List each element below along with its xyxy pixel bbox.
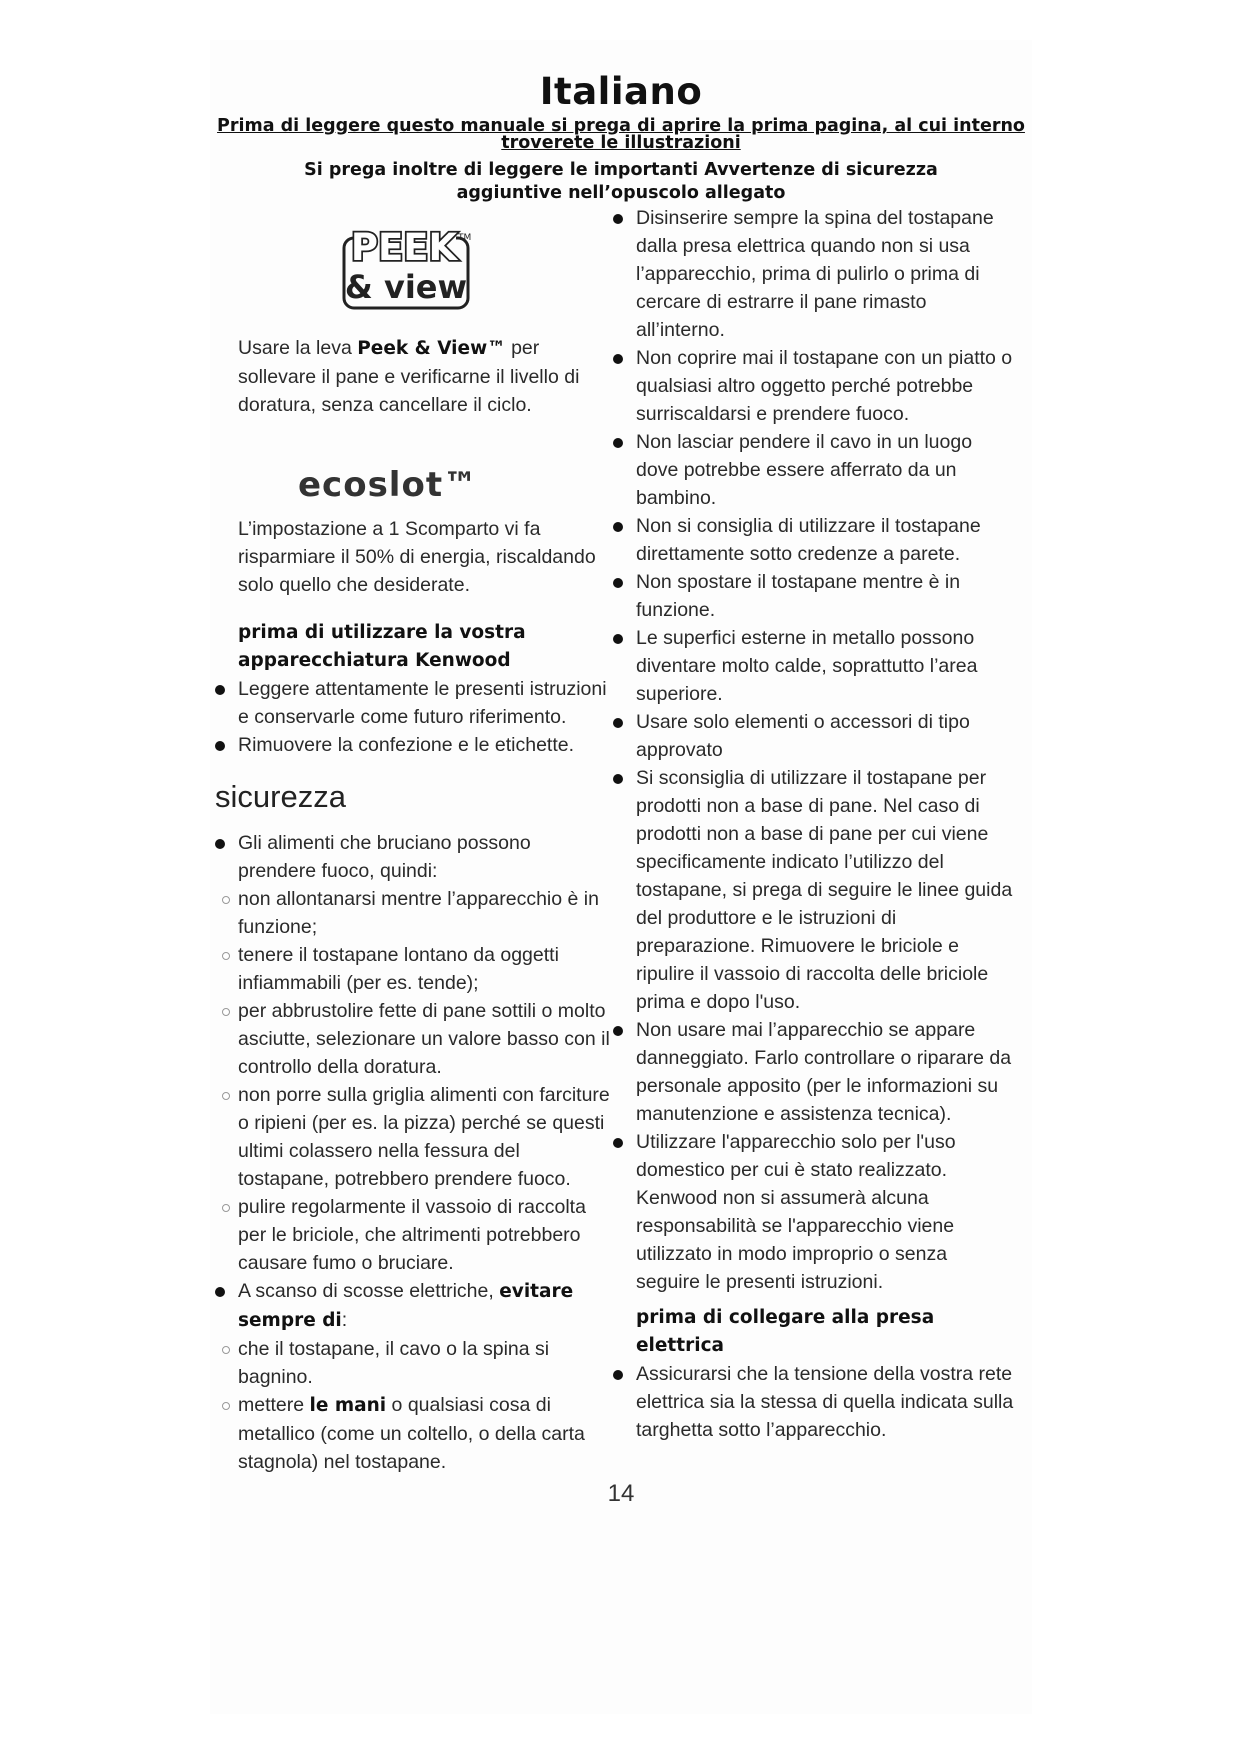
list-item: Usare solo elementi o accessori di tipo approvato [636,708,1016,764]
safety-list-continued [636,204,1016,1296]
sub-list-item: non allontanarsi mentre l’apparecchio è in funzione; [238,885,610,941]
shock-post: : [341,1309,348,1331]
shock-pre: A scanso di scosse elettriche, [238,1280,500,1302]
shock-sub2-bold: le mani [309,1395,387,1416]
extra-safety-line-1: Si prega inoltre di leggere le importanti Avvertenze di sicurezza [304,160,938,180]
sub-list-item: tenere il tostapane lontano da oggetti infiammabili (per es. tende); [238,941,610,997]
shock-bold: evitare sempre di [238,1281,574,1331]
intro-post: per sollevare il pane e verificarne il livello di doratura, senza cancellare il ciclo. [238,337,580,416]
list-item: Utilizzare l'apparecchio solo per l'uso domestico per cui è stato realizzato. Kenwood non si assumerà alcuna responsabilità se l'apparecchio viene utilizzato in modo improprio o senza seguire le presenti istruzioni. [636,1128,1016,1296]
ecoslot-logo: ecoslot™ [298,465,479,505]
page-number: 14 [607,1480,635,1507]
connect-list [636,1360,1016,1444]
sub-list-item: per abbrustolire fette di pane sottili o molto asciutte, selezionare un valore basso con il controllo della doratura. [238,997,610,1081]
list-item: Disinserire sempre la spina del tostapane dalla presa elettrica quando non si usa l’apparecchio, prima di pulirlo o prima di cercare di estrarre il pane rimasto all’interno. [636,204,1016,344]
list-item: Gli alimenti che bruciano possono prendere fuoco, quindi: [238,829,610,885]
extra-safety-line-2: aggiuntive nell’opuscolo allegato [456,183,786,203]
shock-sub2-pre: mettere [238,1394,310,1416]
sub-list-item: non porre sulla griglia alimenti con farciture o ripieni (per es. la pizza) perché se questi ultimi colassero nella fessura del tostapane, potrebbero prendere fuoco. [238,1081,610,1193]
list-item: Non si consiglia di utilizzare il tostapane direttamente sotto credenze a parete. [636,512,1016,568]
sub-list-item [238,1391,610,1476]
sub-list-item: che il tostapane, il cavo o la spina si bagnino. [238,1335,610,1391]
extra-safety-notice [210,159,1032,205]
connect-heading: prima di collegare alla presa elettrica [636,1307,935,1356]
peek-and-view-logo [338,212,498,312]
page-title: Italiano [539,70,703,113]
ecoslot-text: L’impostazione a 1 Scomparto vi fa risparmiare il 50% di energia, riscaldando solo quello che desiderate. [238,518,596,596]
before-use-list [238,675,610,759]
list-item [238,1277,610,1335]
right-column [636,204,1016,1444]
peek-logo-line2: & view [344,268,468,306]
list-item: Leggere attentamente le presenti istruzioni e conservarle come futuro riferimento. [238,675,610,731]
list-item: Le superfici esterne in metallo possono diventare molto calde, soprattutto l’area superiore. [636,624,1016,708]
manual-page [210,40,1032,1714]
peek-logo-tm: TM [458,233,472,243]
list-item: Non lasciar pendere il cavo in un luogo dove potrebbe essere afferrato da un bambino. [636,428,1016,512]
list-item: Rimuovere la confezione e le etichette. [238,731,610,759]
before-use-heading: prima di utilizzare la vostra apparecchiatura Kenwood [238,622,526,671]
peek-intro-text [238,334,610,419]
safety-list [238,829,610,1476]
list-item: Non usare mai l’apparecchio se appare danneggiato. Farlo controllare o riparare da personale apposito (per le informazioni su manutenzione e assistenza tecnica). [636,1016,1016,1128]
page-header [210,70,1032,205]
safety-heading: sicurezza [215,779,346,814]
shock-sub2-post: o qualsiasi cosa di metallico (come un coltello, o della carta stagnola) nel tostapane. [238,1394,585,1473]
intro-pre: Usare la leva [238,337,358,359]
list-item: Si sconsiglia di utilizzare il tostapane per prodotti non a base di pane. Nel caso di prodotti non a base di pane per cui viene specificamente indicato l’utilizzo del tostapane, si prega di seguire le linee guida del produttore e le istruzioni di preparazione. Rimuovere le briciole e ripulire il vassoio di raccolta delle briciole prima e dopo l'uso. [636,764,1016,1016]
left-column [215,212,610,1476]
list-item: Non coprire mai il tostapane con un piatto o qualsiasi altro oggetto perché potrebbe surriscaldarsi e prendere fuoco. [636,344,1016,428]
list-item: Non spostare il tostapane mentre è in funzione. [636,568,1016,624]
peek-logo-line1: PEEK [350,226,458,269]
sub-list-item: pulire regolarmente il vassoio di raccolta per le briciole, che altrimenti potrebbero causare fumo o bruciare. [238,1193,610,1277]
intro-bold: Peek & View™ [357,338,506,359]
list-item: Assicurarsi che la tensione della vostra rete elettrica sia la stessa di quella indicata sulla targhetta sotto l’apparecchio. [636,1360,1016,1444]
preface-notice: Prima di leggere questo manuale si prega di aprire la prima pagina, al cui interno troverete le illustrazioni [217,116,1025,153]
